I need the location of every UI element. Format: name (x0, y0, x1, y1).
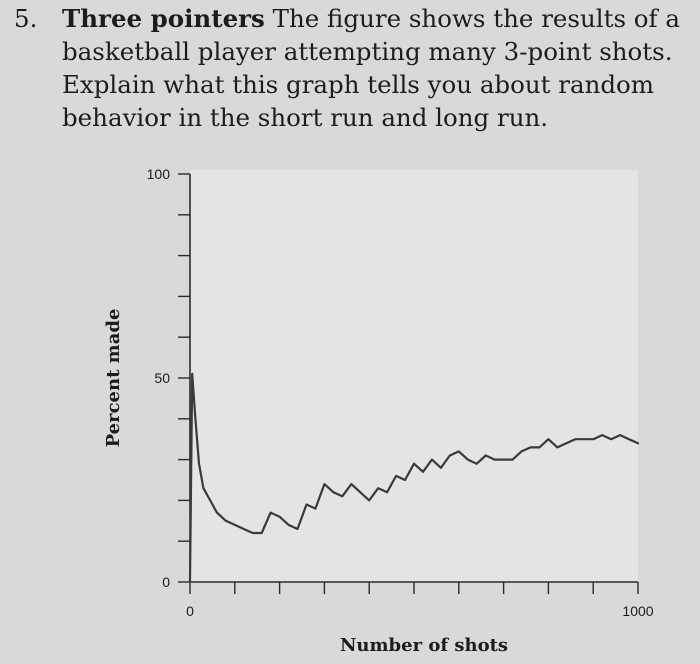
y-tick-label-50: 50 (154, 370, 170, 386)
y-axis-title: Percent made (103, 308, 124, 448)
plot-background (190, 170, 638, 582)
y-tick-label-0: 0 (162, 574, 170, 590)
problem-number: 5. (14, 4, 38, 33)
problem-text: The figure shows the results of a basketball player attempting many 3-point shots. Explain what this graph tells you about random behavior in the short run and long run. (62, 4, 681, 132)
x-tick-label-1000: 1000 (622, 603, 654, 619)
x-axis-title: Number of shots (339, 635, 509, 656)
problem-lead: Three pointers (62, 4, 265, 33)
x-tick-label-0: 0 (186, 603, 194, 619)
y-tick-label-100: 100 (146, 166, 170, 182)
